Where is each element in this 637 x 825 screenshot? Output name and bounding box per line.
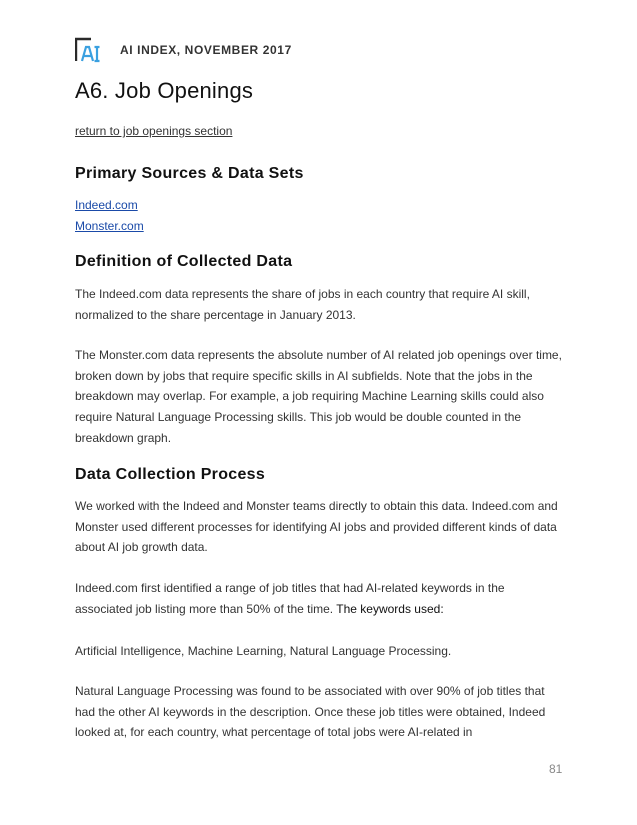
keywords-intro: The keywords used: [336, 601, 444, 616]
page-title: A6. Job Openings [75, 78, 254, 103]
report-title: AI INDEX, NOVEMBER 2017 [120, 43, 292, 57]
process-paragraph-2-main: Indeed.com first identified a range of job titles that had AI-related keywords in the associated job listing more than 50% of the time. [75, 581, 505, 616]
monster-link[interactable]: Monster.com [75, 219, 144, 233]
page-number: 81 [549, 762, 563, 776]
ai-index-logo [75, 37, 103, 63]
process-paragraph-4: Natural Language Processing was found to be associated with over 90% of job titles that had the other AI keywords in the description. Once these job titles were obtained, Indeed looked at, for each country, what percentage of total jobs were AI-related in [75, 684, 546, 740]
indeed-link[interactable]: Indeed.com [75, 198, 138, 212]
keywords-list: Artificial Intelligence, Machine Learning, Natural Language Processing. [75, 644, 452, 658]
page-header [75, 37, 292, 63]
return-link[interactable]: return to job openings section [75, 124, 233, 138]
primary-sources-heading: Primary Sources & Data Sets [75, 165, 304, 182]
process-paragraph-1: We worked with the Indeed and Monster teams directly to obtain this data. Indeed.com and Monster used different processes for identifying AI jobs and provided different kinds of data about AI job growth data. [75, 499, 558, 555]
definition-paragraph-2: The Monster.com data represents the absolute number of AI related job openings over time, broken down by jobs that require specific skills in AI subfields. Note that the jobs in the breakdown may overlap. For example, a job requiring Machine Learning skills could also require Natural Language Processing skills. This job would be double counted in the breakdown graph. [75, 348, 562, 445]
process-paragraph-2 [75, 578, 565, 619]
process-heading: Data Collection Process [75, 466, 266, 483]
definition-heading: Definition of Collected Data [75, 253, 293, 270]
definition-paragraph-1: The Indeed.com data represents the share of jobs in each country that require AI skill, normalized to the share percentage in January 2013. [75, 287, 530, 322]
